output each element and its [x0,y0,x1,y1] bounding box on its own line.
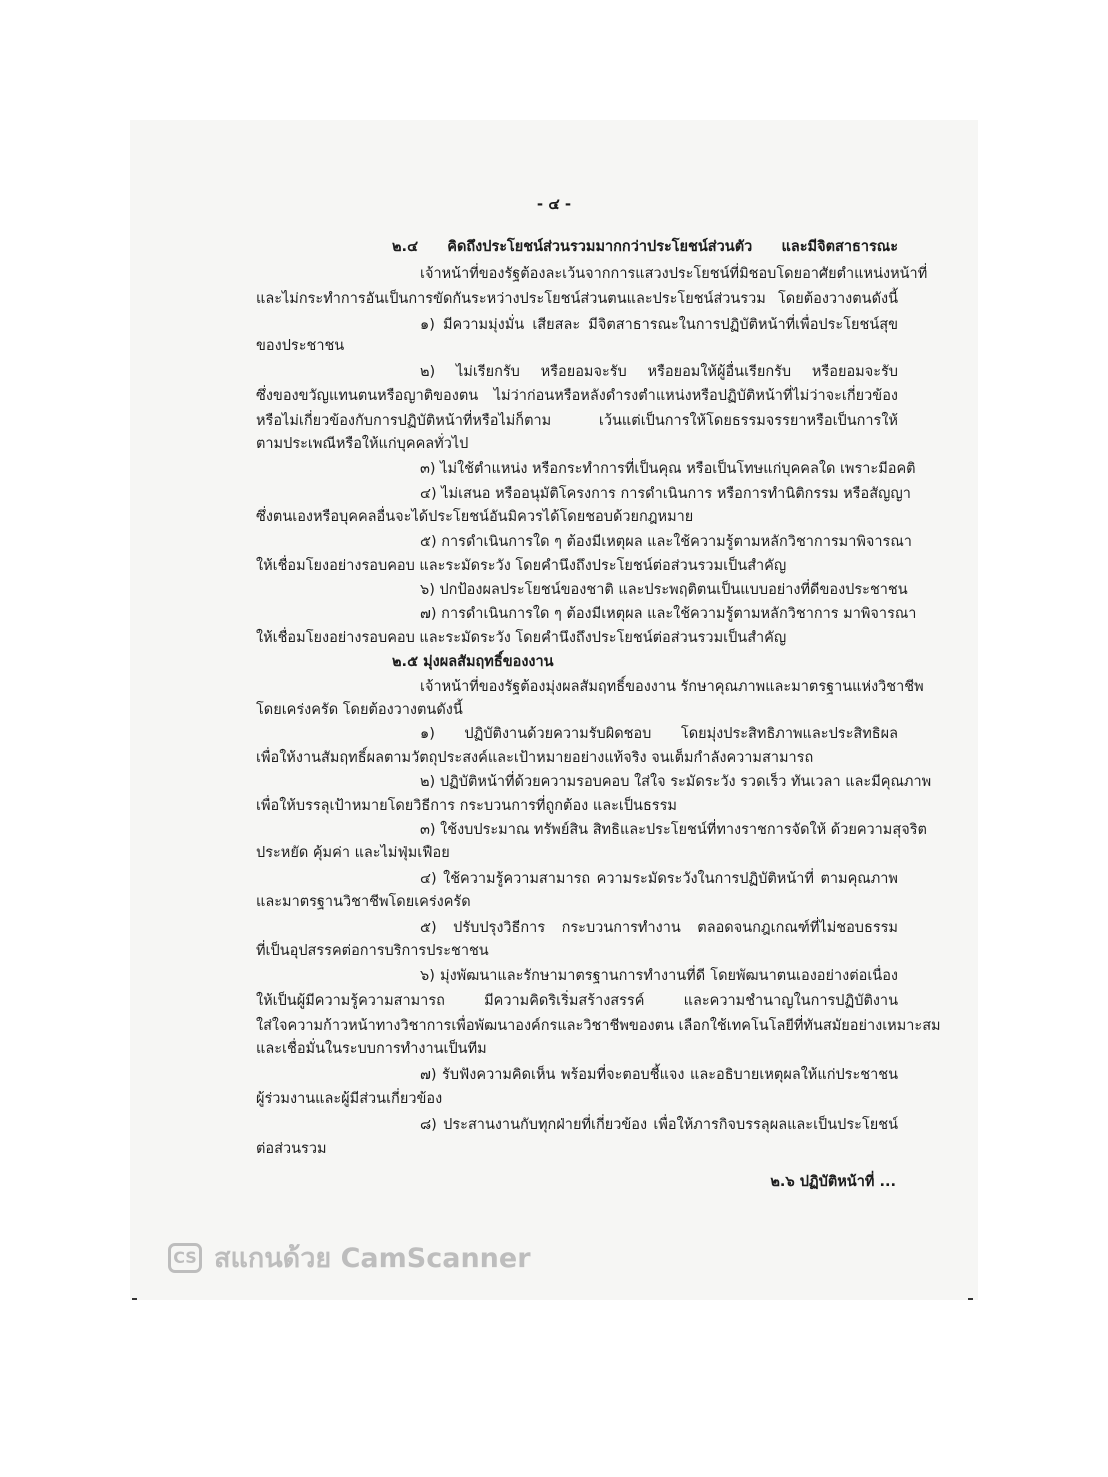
page-number: - ๔ - [536,195,572,213]
body-line: ตามประเพณีหรือให้แก่บุคคลทั่วไป [256,436,469,452]
body-line: และเชื่อมั่นในระบบการทำงานเป็นทีม [256,1041,487,1057]
body-line: ซึ่งของขวัญแทนตนหรือญาติของตน ไม่ว่าก่อนหรือหลังดำรงตำแหน่งหรือปฏิบัติหน้าที่ไม่ว่าจะเกี่ยวข้อง [256,388,898,404]
camscanner-watermark [168,1236,531,1279]
body-line: ๒.๕ มุ่งผลสัมฤทธิ์ของงาน [392,654,554,670]
body-line: ที่เป็นอุปสรรคต่อการบริการประชาชน [256,943,489,959]
body-line: ๓) ไม่ใช้ตำแหน่ง หรือกระทำการที่เป็นคุณ หรือเป็นโทษแก่บุคคลใด เพราะมีอคติ [420,461,916,477]
scan-edge-mark [132,1298,137,1300]
body-line: ให้เป็นผู้มีความรู้ความสามารถ มีความคิดริเริ่มสร้างสรรค์ และความชำนาญในการปฏิบัติงาน [256,993,898,1009]
body-line: ๕) ปรับปรุงวิธีการ กระบวนการทำงาน ตลอดจนกฎเกณฑ์ที่ไม่ชอบธรรม [420,920,898,936]
body-line: ต่อส่วนรวม [256,1141,327,1157]
body-line: ๖) ปกป้องผลประโยชน์ของชาติ และประพฤติตนเป็นแบบอย่างที่ดีของประชาชน [420,582,908,598]
body-line: ๘) ประสานงานกับทุกฝ่ายที่เกี่ยวข้อง เพื่อให้ภารกิจบรรลุผลและเป็นประโยชน์ [420,1117,898,1133]
body-line: และไม่กระทำการอันเป็นการขัดกันระหว่างประโยชน์ส่วนตนและประโยชน์ส่วนรวม โดยต้องวางตนดังนี้ [256,291,898,307]
body-line: ๗) การดำเนินการใด ๆ ต้องมีเหตุผล และใช้ความรู้ตามหลักวิชาการ มาพิจารณา [420,606,917,622]
body-line: ซึ่งตนเองหรือบุคคลอื่นจะได้ประโยชน์อันมิควรได้โดยชอบด้วยกฎหมาย [256,509,694,525]
body-line: ๔) ไม่เสนอ หรืออนุมัติโครงการ การดำเนินการ หรือการทำนิติกรรม หรือสัญญา [420,486,911,502]
watermark-text: สแกนด้วย CamScanner [214,1243,531,1274]
body-line: เจ้าหน้าที่ของรัฐต้องมุ่งผลสัมฤทธิ์ของงาน รักษาคุณภาพและมาตรฐานแห่งวิชาชีพ [420,679,924,695]
body-line: เพื่อให้งานสัมฤทธิ์ผลตามวัตถุประสงค์และเป้าหมายอย่างแท้จริง จนเต็มกำลังความสามารถ [256,750,814,766]
body-line: ๓) ใช้งบประมาณ ทรัพย์สิน สิทธิและประโยชน์ที่ทางราชการจัดให้ ด้วยความสุจริต [420,822,927,838]
camscanner-logo-icon: CS [168,1243,202,1273]
body-line: ผู้ร่วมงานและผู้มีส่วนเกี่ยวข้อง [256,1091,443,1107]
body-line: ใส่ใจความก้าวหน้าทางวิชาการเพื่อพัฒนาองค์กรและวิชาชีพของตน เลือกใช้เทคโนโลยีที่ทันสมัยอย่างเหมาะสม [256,1018,941,1034]
body-line: ๑) มีความมุ่งมั่น เสียสละ มีจิตสาธารณะในการปฏิบัติหน้าที่เพื่อประโยชน์สุข [420,317,898,333]
body-line: เพื่อให้บรรลุเป้าหมายโดยวิธีการ กระบวนการที่ถูกต้อง และเป็นธรรม [256,798,677,814]
scan-edge-mark [968,1298,973,1300]
body-line: ๗) รับฟังความคิดเห็น พร้อมที่จะตอบชี้แจง และอธิบายเหตุผลให้แก่ประชาชน [420,1067,898,1083]
body-line: โดยเคร่งครัด โดยต้องวางตนดังนี้ [256,702,463,718]
body-line: ๔) ใช้ความรู้ความสามารถ ความระมัดระวังในการปฏิบัติหน้าที่ ตามคุณภาพ [420,871,898,887]
body-line: ๒.๔ คิดถึงประโยชน์ส่วนรวมมากกว่าประโยชน์ส่วนตัว และมีจิตสาธารณะ [392,239,898,255]
body-line: ของประชาชน [256,338,345,354]
body-line: ๒) ปฏิบัติหน้าที่ด้วยความรอบคอบ ใส่ใจ ระมัดระวัง รวดเร็ว ทันเวลา และมีคุณภาพ [420,774,932,790]
body-line: ให้เชื่อมโยงอย่างรอบคอบ และระมัดระวัง โดยคำนึงถึงประโยชน์ต่อส่วนรวมเป็นสำคัญ [256,558,787,574]
body-line: ๑) ปฏิบัติงานด้วยความรับผิดชอบ โดยมุ่งประสิทธิภาพและประสิทธิผล [420,726,898,742]
body-line: และมาตรฐานวิชาชีพโดยเคร่งครัด [256,894,471,910]
body-line: ๒) ไม่เรียกรับ หรือยอมจะรับ หรือยอมให้ผู้อื่นเรียกรับ หรือยอมจะรับ [420,364,898,380]
body-line: หรือไม่เกี่ยวข้องกับการปฏิบัติหน้าที่หรือไม่ก็ตาม เว้นแต่เป็นการให้โดยธรรมจรรยาหรือเป็นการให้ [256,413,898,429]
body-line: ๖) มุ่งพัฒนาและรักษามาตรฐานการทำงานที่ดี โดยพัฒนาตนเองอย่างต่อเนื่อง [420,968,898,984]
continuation-text: ๒.๖ ปฏิบัติหน้าที่ ... [770,1174,896,1190]
body-line: ๕) การดำเนินการใด ๆ ต้องมีเหตุผล และใช้ความรู้ตามหลักวิชาการมาพิจารณา [420,534,912,550]
body-line: ให้เชื่อมโยงอย่างรอบคอบ และระมัดระวัง โดยคำนึงถึงประโยชน์ต่อส่วนรวมเป็นสำคัญ [256,630,787,646]
body-line: ประหยัด คุ้มค่า และไม่ฟุ่มเฟือย [256,845,450,861]
body-line: เจ้าหน้าที่ของรัฐต้องละเว้นจากการแสวงประโยชน์ที่มิชอบโดยอาศัยตำแหน่งหน้าที่ [420,266,928,282]
